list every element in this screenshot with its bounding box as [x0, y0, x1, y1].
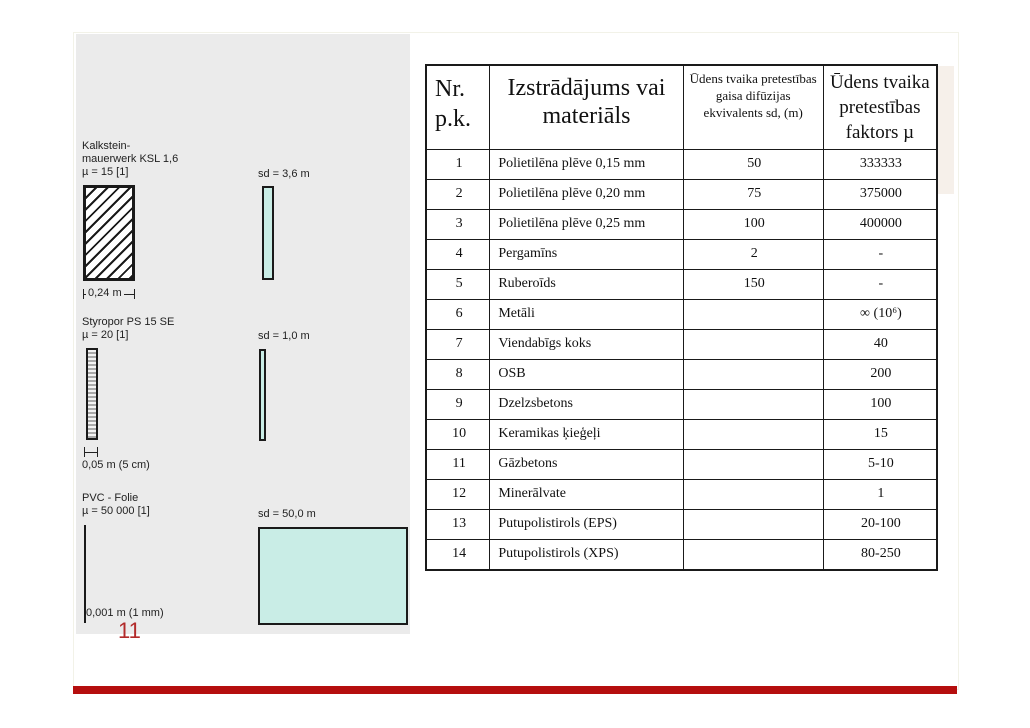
styro-thickness: 0,05 m (5 cm) — [82, 459, 150, 471]
row-material: Pergamīns — [490, 240, 683, 270]
table-row — [426, 450, 937, 480]
row-nr: 7 — [426, 330, 490, 360]
ksl-thickness: 0,24 m — [88, 287, 122, 299]
table-header-row — [426, 65, 937, 150]
row-sd: 150 — [683, 270, 823, 300]
table-row — [426, 210, 937, 240]
masonry-wall-hatch — [83, 185, 135, 281]
row-nr: 9 — [426, 390, 490, 420]
table-row — [426, 480, 937, 510]
sd-panel-2 — [259, 349, 266, 441]
row-sd — [683, 480, 823, 510]
ksl-label-line: mauerwerk KSL 1,6 — [82, 153, 179, 165]
row-sd — [683, 540, 823, 571]
table-row — [426, 390, 937, 420]
pvc-label-line: PVC - Folie — [82, 492, 139, 504]
row-nr: 8 — [426, 360, 490, 390]
row-material: Keramikas ķieģeļi — [490, 420, 683, 450]
row-mu: 400000 — [823, 210, 937, 240]
row-sd — [683, 420, 823, 450]
sd-panel-1 — [262, 186, 274, 280]
row-material: Putupolistirols (EPS) — [490, 510, 683, 540]
row-material: Viendabīgs koks — [490, 330, 683, 360]
row-sd — [683, 300, 823, 330]
row-material: Dzelzsbetons — [490, 390, 683, 420]
row-sd — [683, 450, 823, 480]
dimension-line — [84, 452, 98, 453]
row-mu: - — [823, 240, 937, 270]
row-material: Minerālvate — [490, 480, 683, 510]
row-material: Gāzbetons — [490, 450, 683, 480]
row-mu: 333333 — [823, 150, 937, 180]
row-nr: 12 — [426, 480, 490, 510]
sd-panel-3 — [258, 527, 408, 625]
ksl-label — [82, 140, 178, 179]
table-row — [426, 510, 937, 540]
ksl-label-line: µ = 15 [1] — [82, 166, 129, 178]
row-nr: 14 — [426, 540, 490, 571]
row-material: Polietilēna plēve 0,15 mm — [490, 150, 683, 180]
row-nr: 11 — [426, 450, 490, 480]
table-row — [426, 180, 937, 210]
slide-number: 11 — [118, 618, 141, 643]
pvc-label — [82, 492, 150, 518]
polystyrene-board — [86, 348, 98, 440]
pvc-thickness: 0,001 m (1 mm) — [86, 607, 164, 619]
row-sd — [683, 510, 823, 540]
table-row — [426, 240, 937, 270]
row-material: OSB — [490, 360, 683, 390]
pvc-label-line: µ = 50 000 [1] — [82, 505, 150, 517]
row-mu: 40 — [823, 330, 937, 360]
dimension-tick — [134, 289, 135, 299]
row-sd: 75 — [683, 180, 823, 210]
row-sd: 50 — [683, 150, 823, 180]
header-nr: Nr. p.k. — [426, 65, 490, 150]
header-material: Izstrādājums vai materiāls — [490, 65, 683, 150]
table-row — [426, 300, 937, 330]
table-row — [426, 330, 937, 360]
row-mu: 5-10 — [823, 450, 937, 480]
row-sd — [683, 360, 823, 390]
accent-bar — [73, 686, 957, 694]
sd-value-1: sd = 3,6 m — [258, 168, 310, 180]
table-row — [426, 360, 937, 390]
table-row — [426, 420, 937, 450]
vapor-resistance-table — [425, 64, 938, 571]
row-sd: 100 — [683, 210, 823, 240]
table-row — [426, 540, 937, 571]
header-mu: Ūdens tvaika pretestības faktors µ — [823, 65, 937, 150]
ksl-label-line: Kalkstein- — [82, 140, 131, 152]
row-mu: 20-100 — [823, 510, 937, 540]
row-material: Ruberoīds — [490, 270, 683, 300]
row-nr: 4 — [426, 240, 490, 270]
row-mu: 100 — [823, 390, 937, 420]
table-row — [426, 150, 937, 180]
row-mu: 1 — [823, 480, 937, 510]
row-sd: 2 — [683, 240, 823, 270]
header-sd: Ūdens tvaika pretestības gaisa difūzijas ekvivalents sd, (m) — [683, 65, 823, 150]
row-mu: 80-250 — [823, 540, 937, 571]
row-nr: 3 — [426, 210, 490, 240]
row-nr: 2 — [426, 180, 490, 210]
styro-label — [82, 316, 174, 342]
styro-label-line: Styropor PS 15 SE — [82, 316, 175, 328]
styro-label-line: µ = 20 [1] — [82, 329, 129, 341]
decorative-shade — [938, 66, 954, 194]
row-material: Polietilēna plēve 0,20 mm — [490, 180, 683, 210]
sd-value-2: sd = 1,0 m — [258, 330, 310, 342]
row-sd — [683, 330, 823, 360]
dimension-tick — [83, 289, 84, 299]
row-mu: 15 — [823, 420, 937, 450]
table-body — [426, 150, 937, 571]
row-nr: 13 — [426, 510, 490, 540]
row-sd — [683, 390, 823, 420]
row-material: Metāli — [490, 300, 683, 330]
sd-value-3: sd = 50,0 m — [258, 508, 316, 520]
row-nr: 5 — [426, 270, 490, 300]
row-nr: 1 — [426, 150, 490, 180]
dimension-tick — [84, 447, 85, 457]
row-mu: - — [823, 270, 937, 300]
row-material: Putupolistirols (XPS) — [490, 540, 683, 571]
row-mu: ∞ (10⁶) — [823, 300, 937, 330]
row-mu: 200 — [823, 360, 937, 390]
table-row — [426, 270, 937, 300]
row-material: Polietilēna plēve 0,25 mm — [490, 210, 683, 240]
row-mu: 375000 — [823, 180, 937, 210]
row-nr: 6 — [426, 300, 490, 330]
dimension-tick — [97, 447, 98, 457]
row-nr: 10 — [426, 420, 490, 450]
